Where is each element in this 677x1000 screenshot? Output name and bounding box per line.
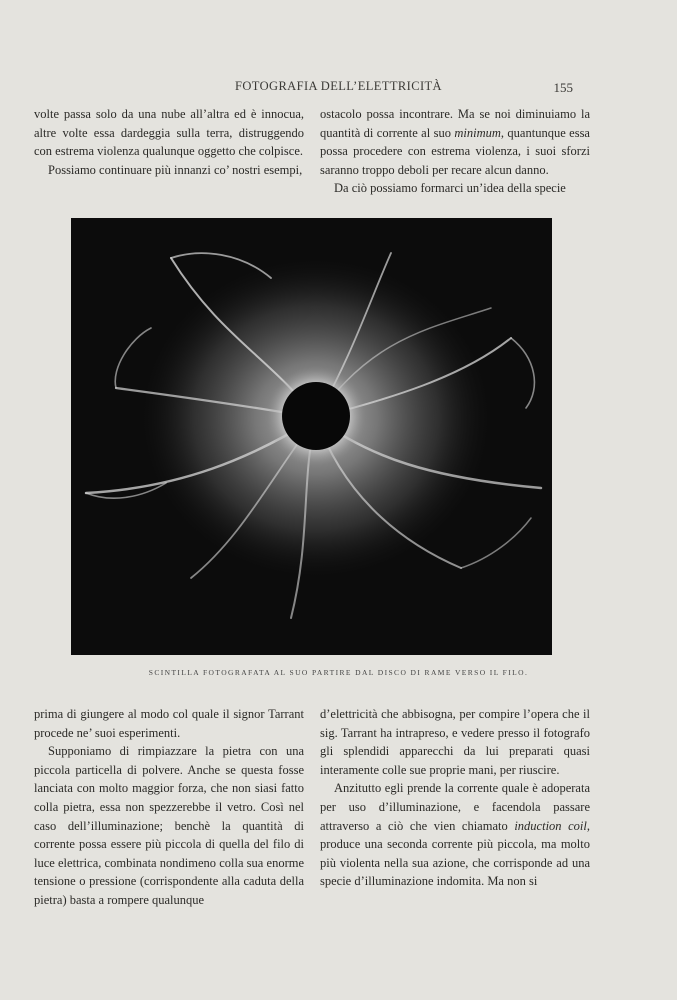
spark-photograph <box>71 218 552 655</box>
spark-illustration <box>71 218 552 655</box>
paragraph: Anzitutto egli prende la corrente quale è adoperata per uso d’illuminazione, e facendola passare attraverso a ciò che vien chiamato induction coil, produce una seconda corrente più piccola, ma molto più violenta nella sua azione, che corrisponde ad una specie d’illuminazione indomita. Ma non si <box>320 781 591 889</box>
bottom-left-column <box>34 705 304 910</box>
page-number: 155 <box>553 80 573 95</box>
running-title: FOTOGRAFIA DELL’ELETTRICITÀ <box>235 79 442 93</box>
top-left-column <box>34 105 304 179</box>
paragraph: ostacolo possa incontrare. Ma se noi diminuiamo la quantità di corrente al suo minimum, quantunque essa possa procedere con estrema violenza, i suoi sforzi saranno troppo deboli per recare alcun danno. <box>320 107 590 177</box>
paragraph: d’elettricità che abbisogna, per compire l’opera che il sig. Tarrant ha intrapreso, e vedere presso il fotografo gli splendidi apparecchi da lui preparati quasi interamente colle sue proprie mani, per riuscire. <box>320 707 590 777</box>
copper-disc <box>282 382 350 450</box>
bottom-right-column <box>320 705 590 891</box>
emphasis: minimum <box>454 125 501 140</box>
paragraph: Supponiamo di rimpiazzare la pietra con una piccola particella di polvere. Anche se questa fosse lanciata con molto maggior forza, che non siasi fatto colla pietra, essa non spezzerebbe il vetro. Così nel caso dell’illuminazione; benchè la quantità di corrente possa essere più piccola di quella del filo di luce elettrica, combinata nondimeno colla sua enorme tensione o pressione (corrispondente alla caduta della pietra) basta a rompere qualunque <box>34 744 304 907</box>
paragraph: Possiamo continuare più innanzi co’ nostri esempi, <box>48 162 303 177</box>
paragraph: Da ciò possiamo formarci un’idea della specie <box>334 181 566 196</box>
figure-caption: SCINTILLA FOTOGRAFATA AL SUO PARTIRE DAL DISCO DI RAME VERSO IL FILO. <box>148 668 529 677</box>
paragraph: volte passa solo da una nube all’altra ed è innocua, altre volte essa dardeggia sulla terra, distruggendo con estrema violenza qualunque oggetto che colpisce. <box>34 107 304 159</box>
top-right-column <box>320 105 590 198</box>
emphasis: induction coil <box>514 818 587 833</box>
paragraph: prima di giungere al modo col quale il signor Tarrant procede ne’ suoi esperimenti. <box>34 707 304 740</box>
